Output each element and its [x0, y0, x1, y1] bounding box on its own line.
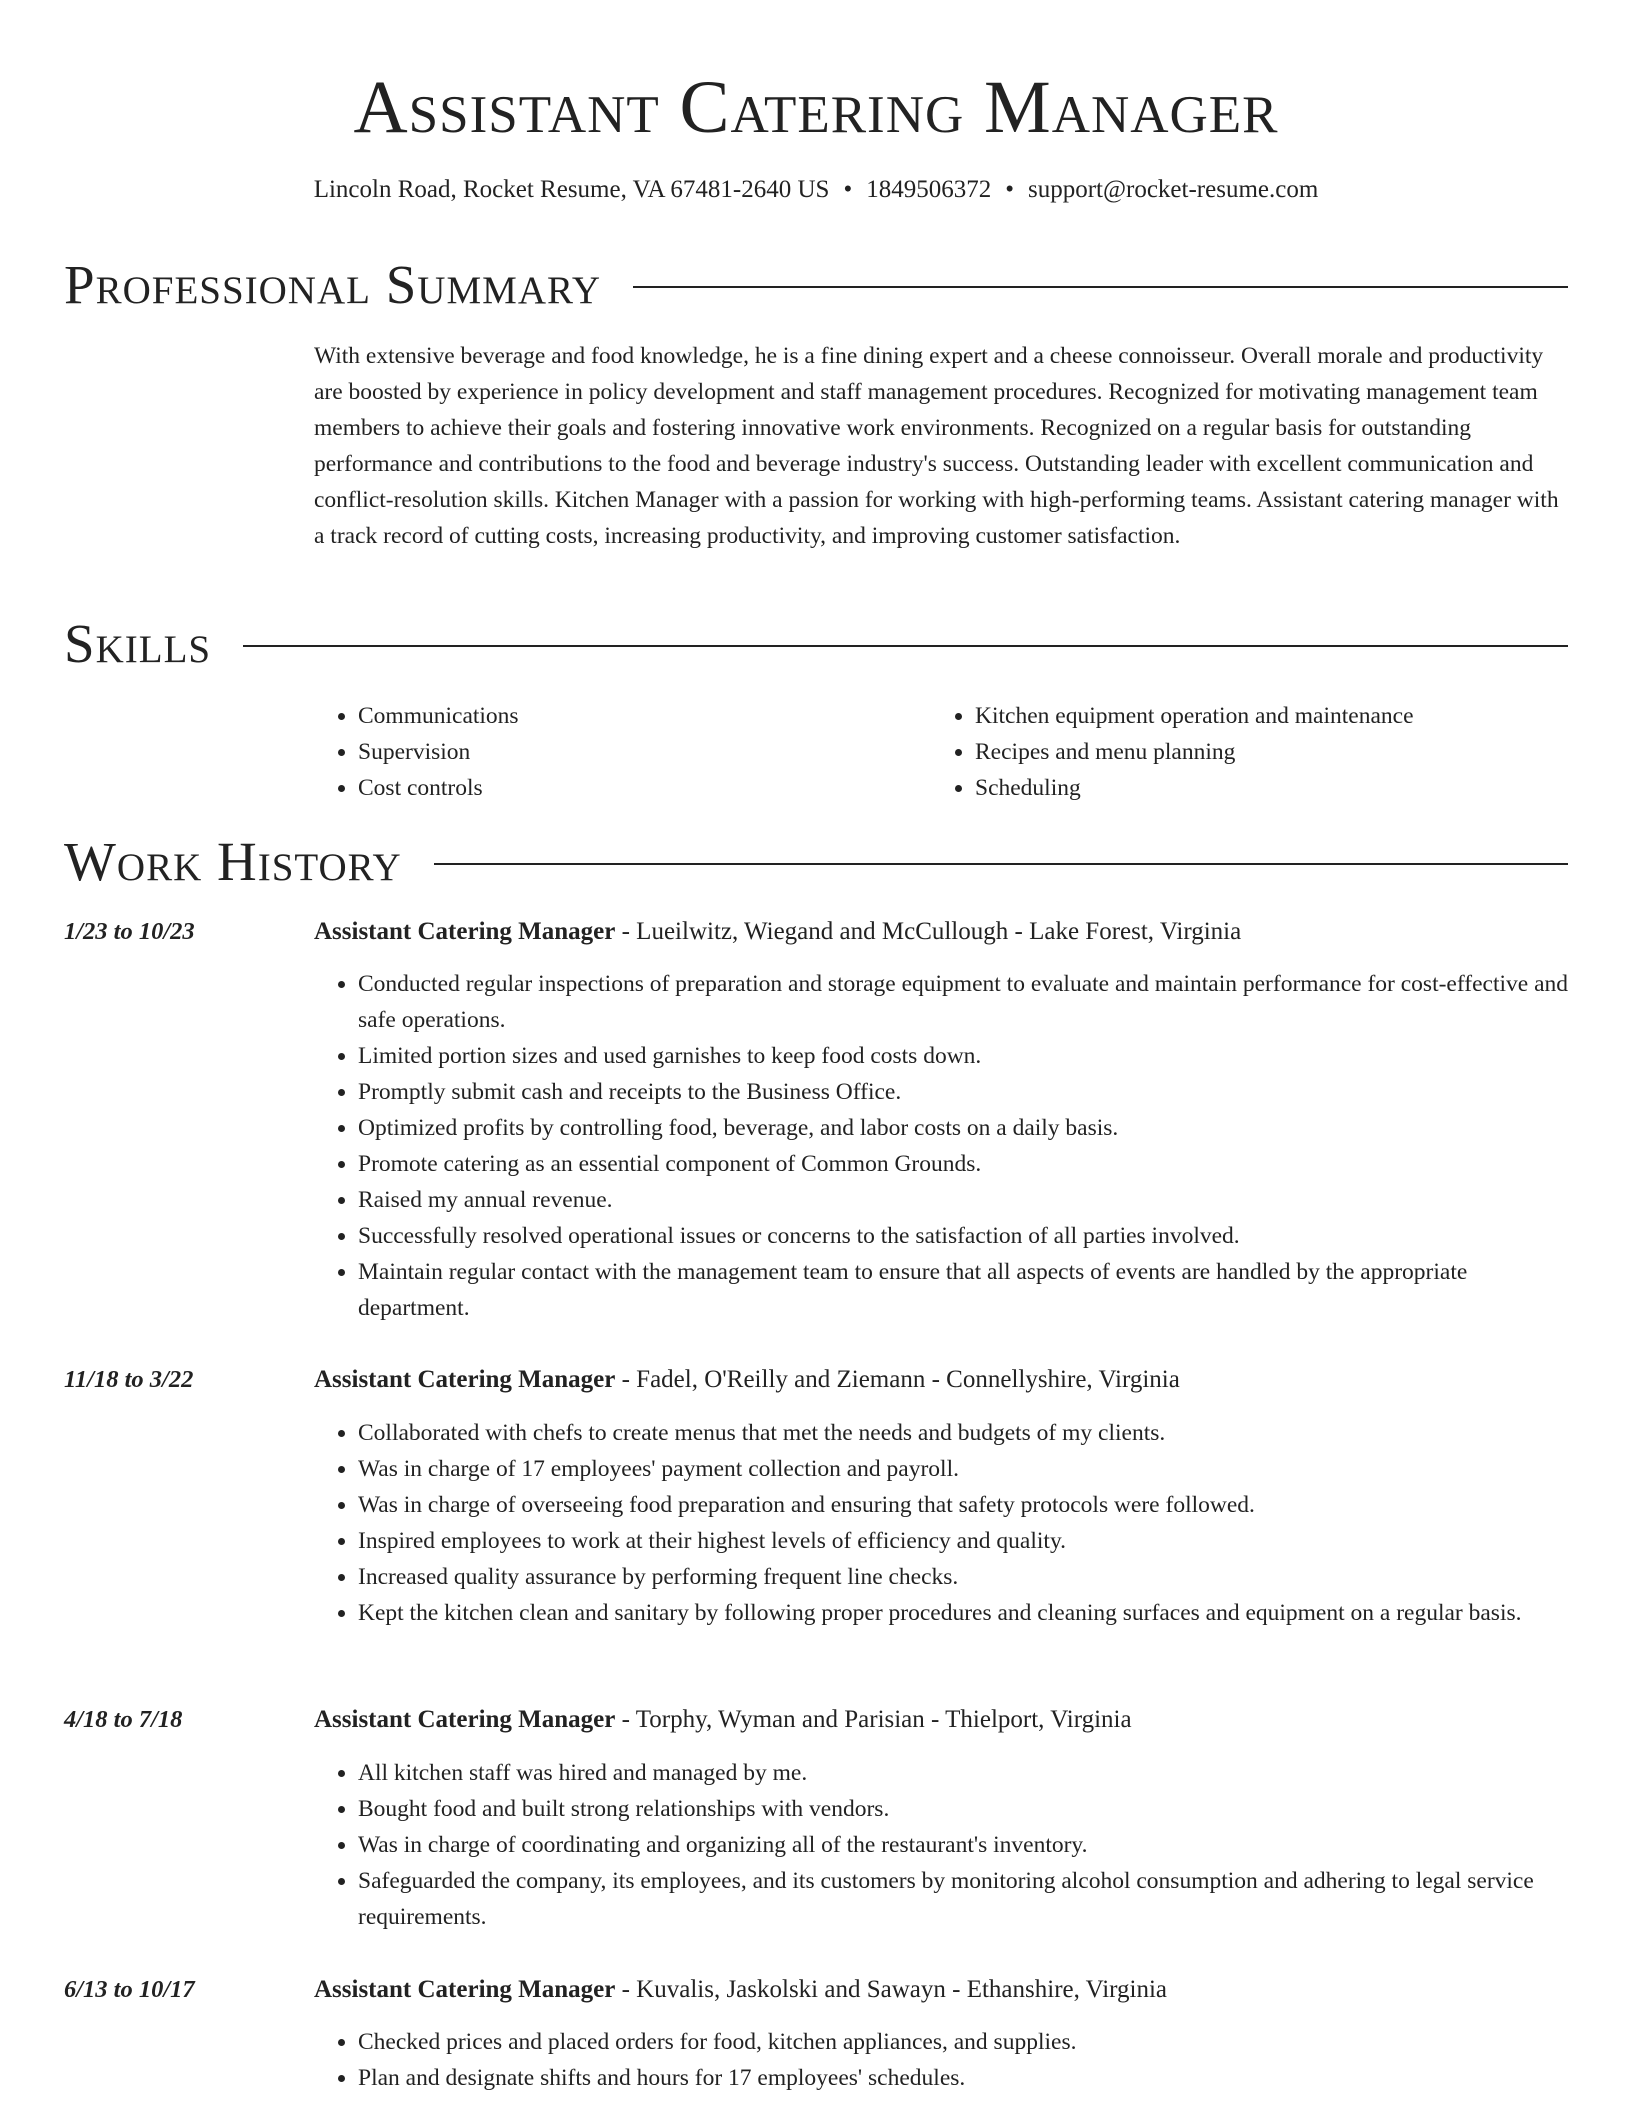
contact-line: [0, 172, 1632, 208]
job-bullet: • Plan and designate shifts and hours for 17 employees' schedules.: [358, 2060, 1568, 2096]
skills-list: [314, 698, 1568, 806]
job-employer: - Kuvalis, Jaskolski and Sawayn - Ethanshire, Virginia: [615, 1976, 1168, 2003]
skills-column-left: [314, 698, 931, 806]
job-bullet: • Checked prices and placed orders for food, kitchen appliances, and supplies.: [358, 2024, 1568, 2060]
job-bullets: [314, 2024, 1568, 2096]
job-bullet: • Successfully resolved operational issues or concerns to the satisfaction of all parties involved.: [358, 1218, 1568, 1254]
job-employer: - Torphy, Wyman and Parisian - Thielport, Virginia: [615, 1706, 1132, 1733]
job-heading: [314, 914, 1568, 950]
job-role: Assistant Catering Manager: [314, 1366, 616, 1393]
job-bullet: • Promote catering as an essential component of Common Grounds.: [358, 1146, 1568, 1182]
job-bullet: • Collaborated with chefs to create menus that met the needs and budgets of my clients.: [358, 1415, 1568, 1451]
summary-section-header: [64, 250, 1568, 320]
candidate-name: Assistant Catering Manager: [353, 66, 1279, 149]
job-dates: 4/18 to 7/18: [64, 1706, 183, 1733]
contact-address: Lincoln Road, Rocket Resume, VA 67481-2640 US: [313, 176, 830, 203]
skill-item: • Supervision: [358, 734, 931, 770]
contact-email: support@rocket-resume.com: [1027, 176, 1319, 203]
job-dates: 1/23 to 10/23: [64, 918, 195, 945]
job-bullet: • Was in charge of 17 employees' payment collection and payroll.: [358, 1451, 1568, 1487]
job-heading: [314, 1972, 1568, 2008]
work-section-header: [64, 827, 1568, 897]
section-divider: [434, 863, 1568, 865]
contact-separator: •: [843, 176, 853, 203]
contact-separator: •: [1005, 176, 1014, 203]
job-bullet: • Conducted regular inspections of preparation and storage equipment to evaluate and maintain performance for cost-effective and safe operations.: [358, 966, 1568, 1038]
summary-text: With extensive beverage and food knowledge, he is a fine dining expert and a cheese connoisseur. Overall morale and productivity are boosted by experience in policy development and staff management procedures. Recognized for motivating management team members to achieve their goals and fostering innovative work environments. Recognized on a regular basis for outstanding performance and contributions to the food and beverage industry's success. Outstanding leader with excellent communication and conflict-resolution skills. Kitchen Manager with a passion for working with high-performing teams. Assistant catering manager with a track record of cutting costs, increasing productivity, and improving customer satisfaction.: [314, 343, 1559, 549]
job-role: Assistant Catering Manager: [314, 1976, 616, 2003]
job-bullet: • Limited portion sizes and used garnishes to keep food costs down.: [358, 1038, 1568, 1074]
job-bullets: [314, 1415, 1568, 1631]
skills-column-right: [931, 698, 1548, 806]
contact-phone: 1849506372: [866, 176, 992, 203]
summary-section-title: Professional Summary: [64, 254, 602, 315]
job-employer: - Fadel, O'Reilly and Ziemann - Connellyshire, Virginia: [615, 1366, 1180, 1393]
job-heading: [314, 1702, 1568, 1738]
work-section-title: Work History: [64, 831, 402, 892]
skill-item: • Scheduling: [975, 770, 1548, 806]
job-bullet: • Inspired employees to work at their highest levels of efficiency and quality.: [358, 1523, 1568, 1559]
skill-item: • Communications: [358, 698, 931, 734]
job-bullet: • Was in charge of coordinating and organizing all of the restaurant's inventory.: [358, 1827, 1568, 1863]
skill-item: • Cost controls: [358, 770, 931, 806]
job-bullet: • Was in charge of overseeing food preparation and ensuring that safety protocols were followed.: [358, 1487, 1568, 1523]
skill-item: • Kitchen equipment operation and maintenance: [975, 698, 1548, 734]
job-bullets: [314, 1755, 1568, 1935]
job-bullet: • Safeguarded the company, its employees, and its customers by monitoring alcohol consumption and adhering to legal service requirements.: [358, 1863, 1568, 1935]
skills-section-title: Skills: [64, 613, 212, 674]
job-bullet: • Increased quality assurance by performing frequent line checks.: [358, 1559, 1568, 1595]
skill-item: • Recipes and menu planning: [975, 734, 1548, 770]
job-bullet: • Kept the kitchen clean and sanitary by following proper procedures and cleaning surfaces and equipment on a regular basis.: [358, 1595, 1568, 1631]
job-bullet: • Promptly submit cash and receipts to the Business Office.: [358, 1074, 1568, 1110]
job-bullet: • Maintain regular contact with the management team to ensure that all aspects of events are handled by the appropriate department.: [358, 1254, 1568, 1326]
job-bullet: • Optimized profits by controlling food, beverage, and labor costs on a daily basis.: [358, 1110, 1568, 1146]
skills-section-header: [64, 609, 1568, 679]
job-heading: [314, 1362, 1568, 1398]
job-role: Assistant Catering Manager: [314, 1706, 616, 1733]
job-bullet: • Raised my annual revenue.: [358, 1182, 1568, 1218]
job-dates: 6/13 to 10/17: [64, 1976, 195, 2003]
section-divider: [633, 286, 1568, 288]
job-bullets: [314, 966, 1568, 1326]
job-bullet: • Bought food and built strong relationships with vendors.: [358, 1791, 1568, 1827]
section-divider: [243, 645, 1568, 647]
job-role: Assistant Catering Manager: [314, 918, 616, 945]
job-employer: - Lueilwitz, Wiegand and McCullough - Lake Forest, Virginia: [615, 918, 1242, 945]
job-bullet: • All kitchen staff was hired and managed by me.: [358, 1755, 1568, 1791]
job-dates: 11/18 to 3/22: [64, 1366, 194, 1393]
